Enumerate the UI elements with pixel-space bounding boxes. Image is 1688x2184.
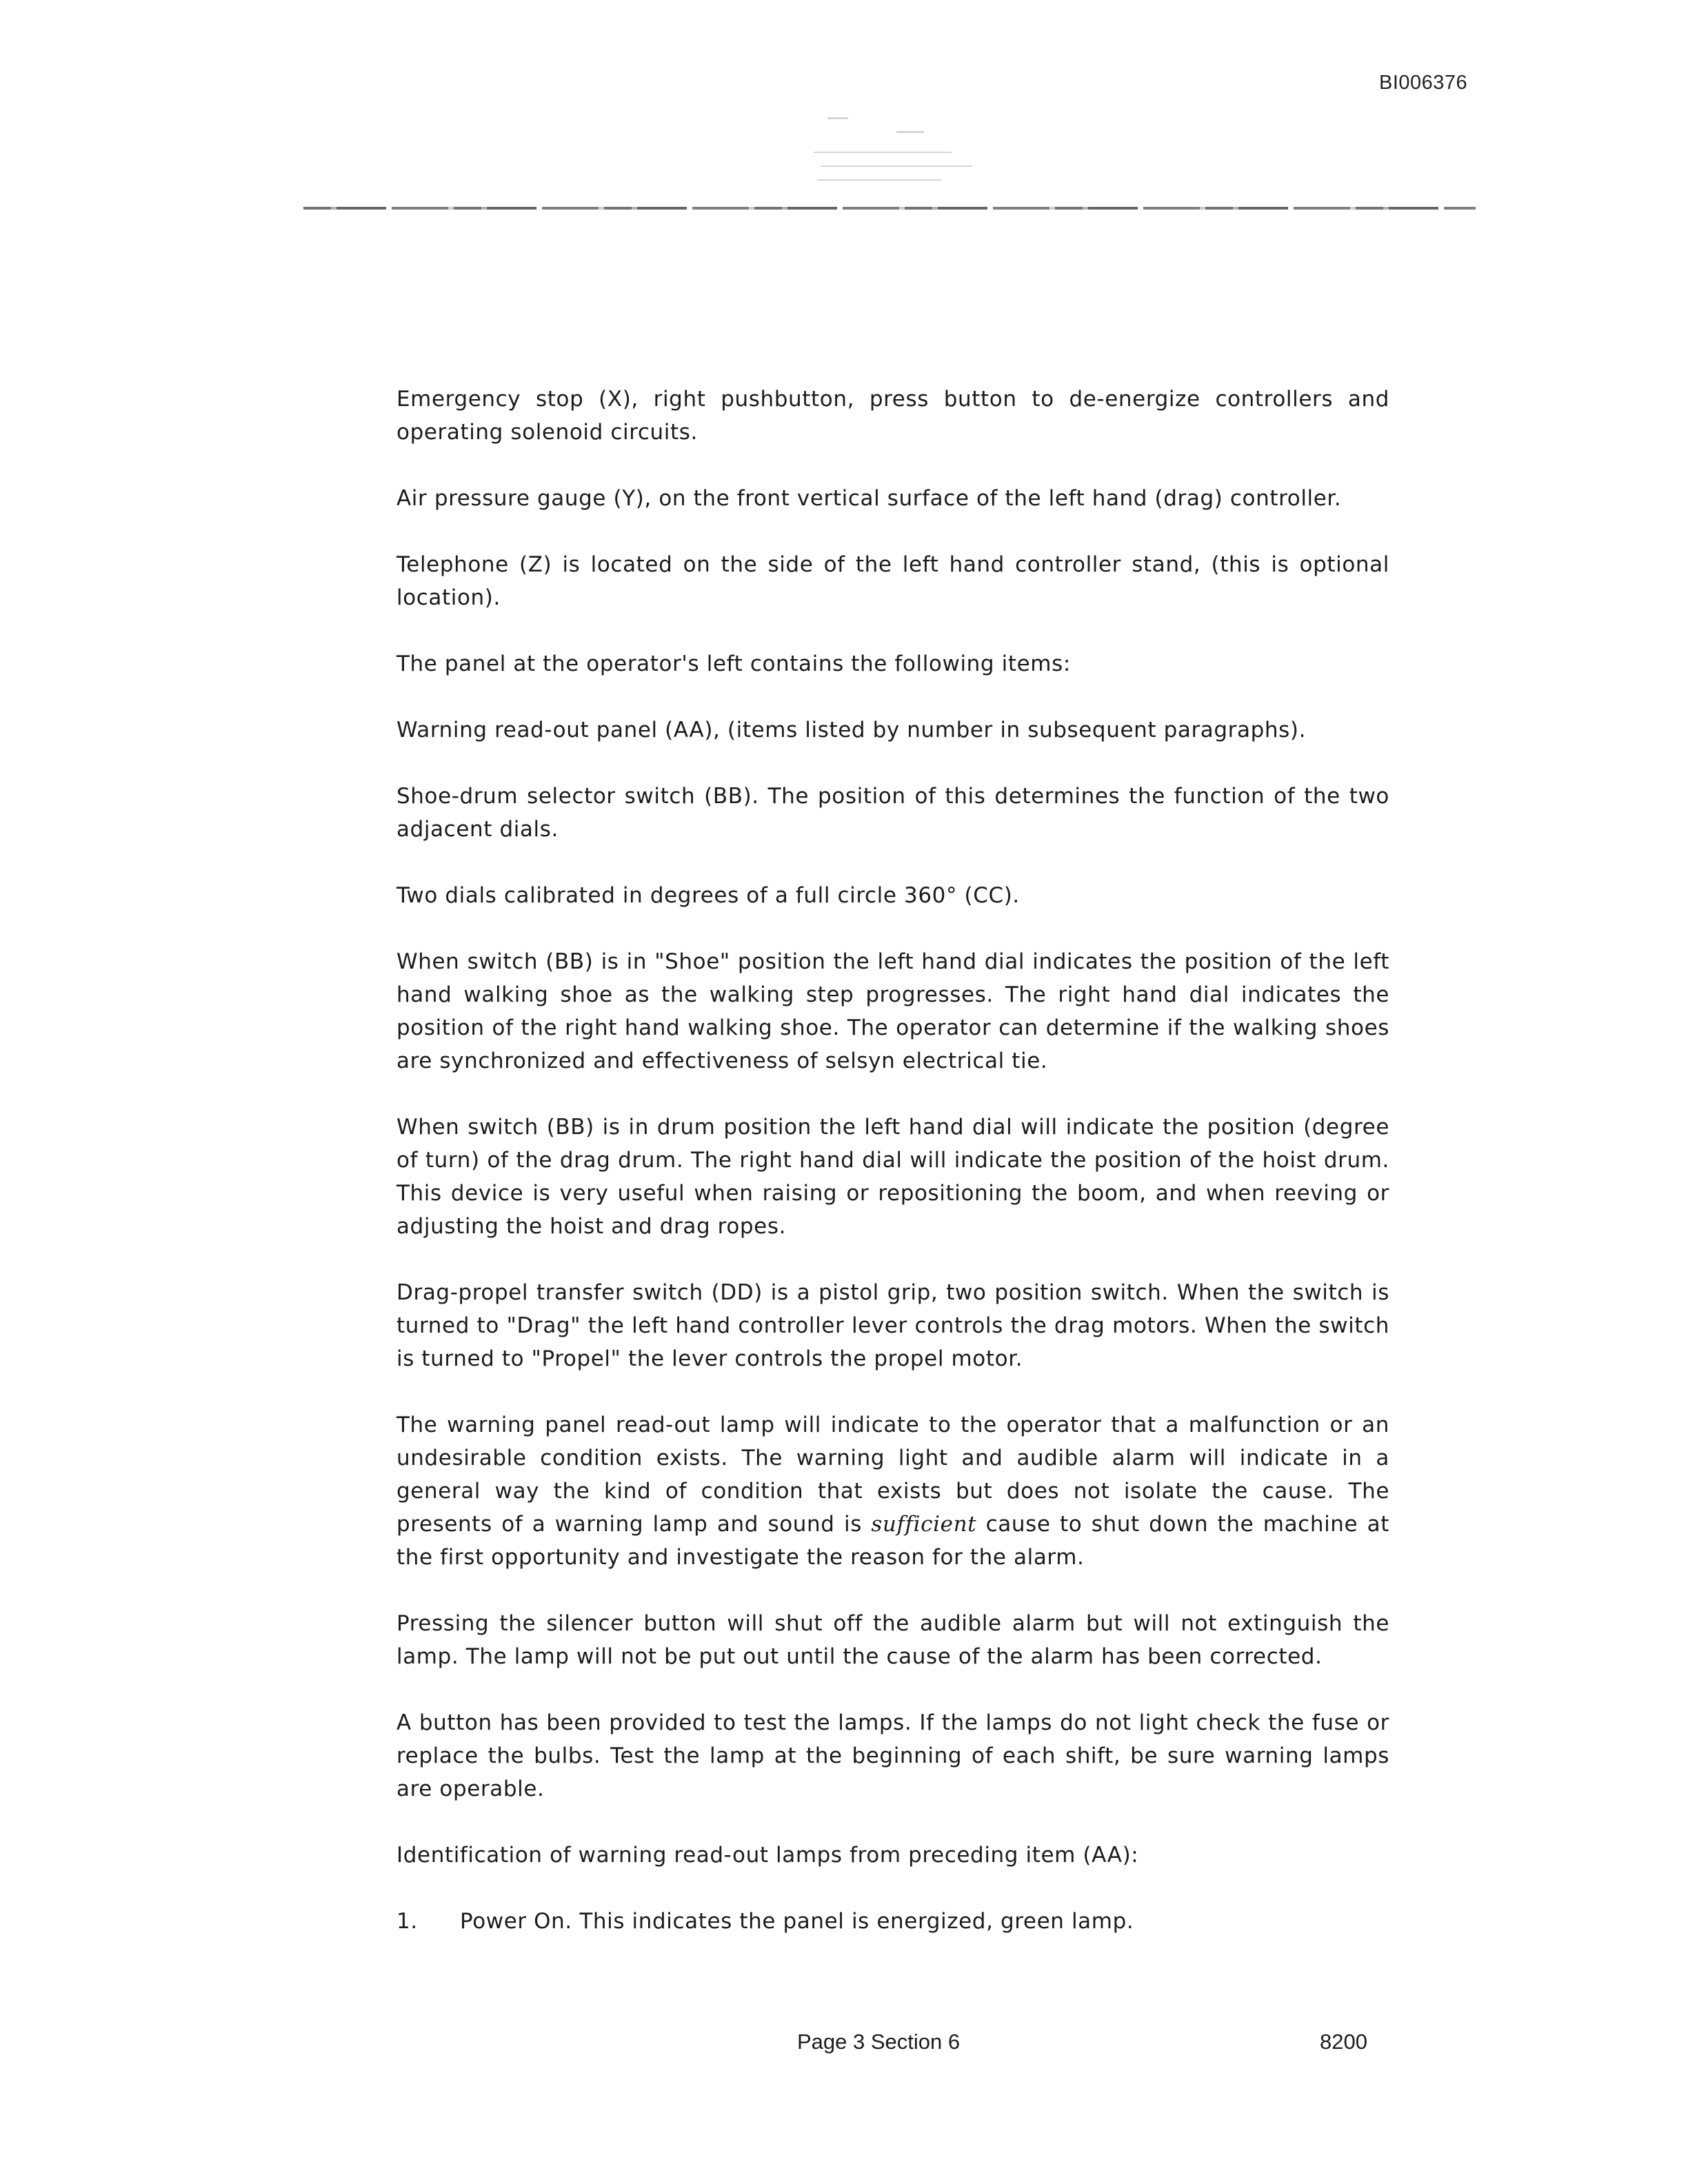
paragraph-air-pressure-gauge: Air pressure gauge (Y), on the front vertical surface of the left hand (drag) controller. [396, 486, 1342, 511]
paragraph-dials: Two dials calibrated in degrees of a full circle 360° (CC). [396, 883, 1020, 908]
document-body [396, 383, 1389, 1938]
paragraph-warning-lamp [396, 1408, 1389, 1574]
paragraph-test-button: A button has been provided to test the lamps. If the lamps do not light check the fuse or replace the bulbs. Test the lamp at the beginning of each shift, be sure warning lamps are operable. [396, 1710, 1389, 1801]
list-item-number: 1. [396, 1909, 418, 1934]
paragraph-panel-intro: The panel at the operator's left contains the following items: [396, 651, 1071, 676]
faint-stamp-mark [814, 103, 986, 193]
paragraph-drum-position: When switch (BB) is in drum position the left hand dial will indicate the position (degree of turn) of the drag drum. The right hand dial will indicate the position of the hoist drum. This device is very useful when raising or repositioning the boom, and when reeving or adjusting the hoist and drag ropes. [396, 1115, 1389, 1239]
document-id: BI006376 [1379, 72, 1468, 94]
paragraph-drag-propel-switch: Drag-propel transfer switch (DD) is a pistol grip, two position switch. When the switch is turned to "Drag" the left hand controller lever controls the drag motors. When the switch is turned to "Propel" the lever controls the propel motor. [396, 1280, 1389, 1371]
footer-document-number: 8200 [1320, 2030, 1367, 2054]
warning-text-before: The warning panel read-out lamp will indicate to the operator that a malfunction or an undesirable condition exists. The warning light and audible alarm will indicate in a general way the kind of condition that exists but does not isolate the cause. The presents of a warning lamp and sound is [396, 1413, 1389, 1537]
footer-page-label: Page 3 Section 6 [797, 2030, 961, 2054]
header-rule [303, 207, 1476, 210]
paragraph-emergency-stop: Emergency stop (X), right pushbutton, press button to de-energize controllers and operating solenoid circuits. [396, 387, 1389, 445]
paragraph-shoe-drum-selector: Shoe-drum selector switch (BB). The position of this determines the function of the two adjacent dials. [396, 784, 1389, 842]
paragraph-shoe-position: When switch (BB) is in "Shoe" position the left hand dial indicates the position of the left hand walking shoe as the walking step progresses. The right hand dial indicates the position of the right hand walking shoe. The operator can determine if the walking shoes are synchronized and effectiveness of selsyn electrical tie. [396, 949, 1389, 1073]
paragraph-warning-readout-panel: Warning read-out panel (AA), (items listed by number in subsequent paragraphs). [396, 718, 1307, 742]
paragraph-identification: Identification of warning read-out lamps from preceding item (AA): [396, 1843, 1139, 1868]
paragraph-silencer-button: Pressing the silencer button will shut off the audible alarm but will not extinguish the lamp. The lamp will not be put out until the cause of the alarm has been corrected. [396, 1611, 1389, 1669]
warning-text-emphasis: sufficient [871, 1512, 977, 1537]
warning-text-after: cause to shut down the machine at the first opportunity and investigate the reason for the alarm. [396, 1512, 1390, 1570]
paragraph-telephone: Telephone (Z) is located on the side of the left hand controller stand, (this is optional location). [396, 552, 1389, 610]
list-item [396, 1905, 1389, 1938]
list-item-text: Power On. This indicates the panel is energized, green lamp. [460, 1909, 1134, 1934]
